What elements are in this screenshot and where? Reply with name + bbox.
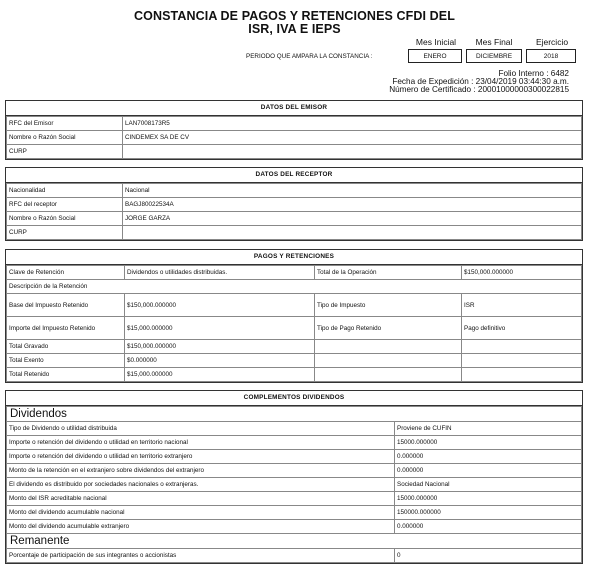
table-row: [7, 212, 582, 226]
total-operacion-value: $150,000.000000: [462, 266, 582, 280]
receptor-label: CURP: [7, 226, 123, 240]
complemento-value: 0.000000: [395, 520, 582, 534]
receptor-value: JORGE GARZA: [123, 212, 582, 226]
pagos-title: PAGOS Y RETENCIONES: [6, 250, 582, 265]
document-title: [0, 10, 589, 36]
tipo-pago-value: Pago definitivo: [462, 317, 582, 340]
tipo-pago-label: Tipo de Pago Retenido: [315, 317, 462, 340]
receptor-value: BAGJ80022534A: [123, 198, 582, 212]
receptor-label: RFC del receptor: [7, 198, 123, 212]
table-row: [7, 549, 582, 563]
mes-final-label: Mes Final: [475, 37, 513, 47]
complementos-title: COMPLEMENTOS DIVIDENDOS: [6, 391, 582, 406]
complemento-label: Importe o retención del dividendo o utilidad en territorio nacional: [7, 436, 395, 450]
ejercicio-label: Ejercicio: [535, 37, 569, 47]
clave-label: Clave de Retención: [7, 266, 125, 280]
receptor-label: Nombre o Razón Social: [7, 212, 123, 226]
ejercicio-box: 2018: [526, 49, 576, 63]
mes-inicial-box: ENERO: [408, 49, 462, 63]
table-row: [7, 520, 582, 534]
emisor-section: [5, 100, 583, 160]
table-row: [7, 117, 582, 131]
fecha-expedicion: Fecha de Expedición : 23/04/2019 03:44:30 a.m.: [392, 77, 569, 86]
remanente-label: Porcentaje de participación de sus integrantes o accionistas: [7, 549, 395, 563]
importe-label: Importe del Impuesto Retenido: [7, 317, 125, 340]
emisor-value: [123, 145, 582, 159]
complemento-value: 15000.000000: [395, 492, 582, 506]
pagos-table: [6, 265, 582, 382]
total-retenido-label: Total Retenido: [7, 368, 125, 382]
receptor-value: Nacional: [123, 184, 582, 198]
table-row: [7, 340, 582, 354]
complemento-value: 0.000000: [395, 464, 582, 478]
emisor-title: DATOS DEL EMISOR: [6, 101, 582, 116]
complementos-section: [5, 390, 583, 564]
periodo-label: PERIODO QUE AMPARA LA CONSTANCIA :: [246, 53, 373, 60]
base-label: Base del Impuesto Retenido: [7, 294, 125, 317]
complemento-value: 15000.000000: [395, 436, 582, 450]
table-row: [7, 226, 582, 240]
complemento-label: El dividendo es distribuido por sociedades nacionales o extranjeras.: [7, 478, 395, 492]
table-row: [7, 198, 582, 212]
table-row: [7, 422, 582, 436]
receptor-title: DATOS DEL RECEPTOR: [6, 168, 582, 183]
emisor-table: [6, 116, 582, 159]
receptor-section: [5, 167, 583, 241]
empty-cell: [462, 340, 582, 354]
empty-cell: [315, 354, 462, 368]
complemento-label: Monto del dividendo acumulable nacional: [7, 506, 395, 520]
complemento-label: Monto del dividendo acumulable extranjero: [7, 520, 395, 534]
emisor-value: LAN7008173R5: [123, 117, 582, 131]
table-row: [7, 478, 582, 492]
emisor-label: RFC del Emisor: [7, 117, 123, 131]
empty-cell: [462, 368, 582, 382]
table-row: [7, 534, 582, 549]
table-row: [7, 436, 582, 450]
complemento-value: 0.000000: [395, 450, 582, 464]
complemento-label: Monto de la retención en el extranjero sobre dividendos del extranjero: [7, 464, 395, 478]
table-row: [7, 368, 582, 382]
remanente-heading: Remanente: [7, 534, 582, 549]
table-row: [7, 450, 582, 464]
complemento-value: Sociedad Nacional: [395, 478, 582, 492]
table-row: [7, 294, 582, 317]
complemento-label: Monto del ISR acreditable nacional: [7, 492, 395, 506]
title-line-1: CONSTANCIA DE PAGOS Y RETENCIONES CFDI DEL: [134, 9, 455, 23]
importe-value: $15,000.000000: [125, 317, 315, 340]
tipo-impuesto-label: Tipo de Impuesto: [315, 294, 462, 317]
table-row: [7, 280, 582, 294]
mes-inicial-label: Mes Inicial: [415, 37, 457, 47]
numero-certificado: Número de Certificado : 20001000000300022815: [389, 85, 569, 94]
emisor-label: CURP: [7, 145, 123, 159]
table-row: [7, 354, 582, 368]
descripcion-label: Descripción de la Retención: [7, 280, 582, 294]
tipo-impuesto-value: ISR: [462, 294, 582, 317]
pagos-section: [5, 249, 583, 383]
total-gravado-label: Total Gravado: [7, 340, 125, 354]
receptor-value: [123, 226, 582, 240]
total-retenido-value: $15,000.000000: [125, 368, 315, 382]
table-row: [7, 131, 582, 145]
dividendos-heading: Dividendos: [7, 407, 582, 422]
total-exento-value: $0.000000: [125, 354, 315, 368]
empty-cell: [462, 354, 582, 368]
base-value: $150,000.000000: [125, 294, 315, 317]
table-row: [7, 464, 582, 478]
complemento-value: Proviene de CUFIN: [395, 422, 582, 436]
receptor-label: Nacionalidad: [7, 184, 123, 198]
table-row: [7, 506, 582, 520]
complemento-label: Importe o retención del dividendo o utilidad en territorio extranjero: [7, 450, 395, 464]
empty-cell: [315, 340, 462, 354]
table-row: [7, 492, 582, 506]
table-row: [7, 184, 582, 198]
total-exento-label: Total Exento: [7, 354, 125, 368]
table-row: [7, 145, 582, 159]
title-line-2: ISR, IVA E IEPS: [248, 22, 341, 36]
folio-interno: Folio Interno : 6482: [498, 69, 569, 78]
total-operacion-label: Total de la Operación: [315, 266, 462, 280]
emisor-value: CINDEMEX SA DE CV: [123, 131, 582, 145]
total-gravado-value: $150,000.000000: [125, 340, 315, 354]
table-row: [7, 317, 582, 340]
table-row: [7, 407, 582, 422]
table-row: [7, 266, 582, 280]
mes-final-box: DICIEMBRE: [466, 49, 522, 63]
complemento-value: 150000.000000: [395, 506, 582, 520]
remanente-value: 0: [395, 549, 582, 563]
clave-value: Dividendos o utilidades distribuidas.: [125, 266, 315, 280]
empty-cell: [315, 368, 462, 382]
complemento-label: Tipo de Dividendo o utilidad distribuida: [7, 422, 395, 436]
emisor-label: Nombre o Razón Social: [7, 131, 123, 145]
complementos-table: [6, 406, 582, 563]
receptor-table: [6, 183, 582, 240]
